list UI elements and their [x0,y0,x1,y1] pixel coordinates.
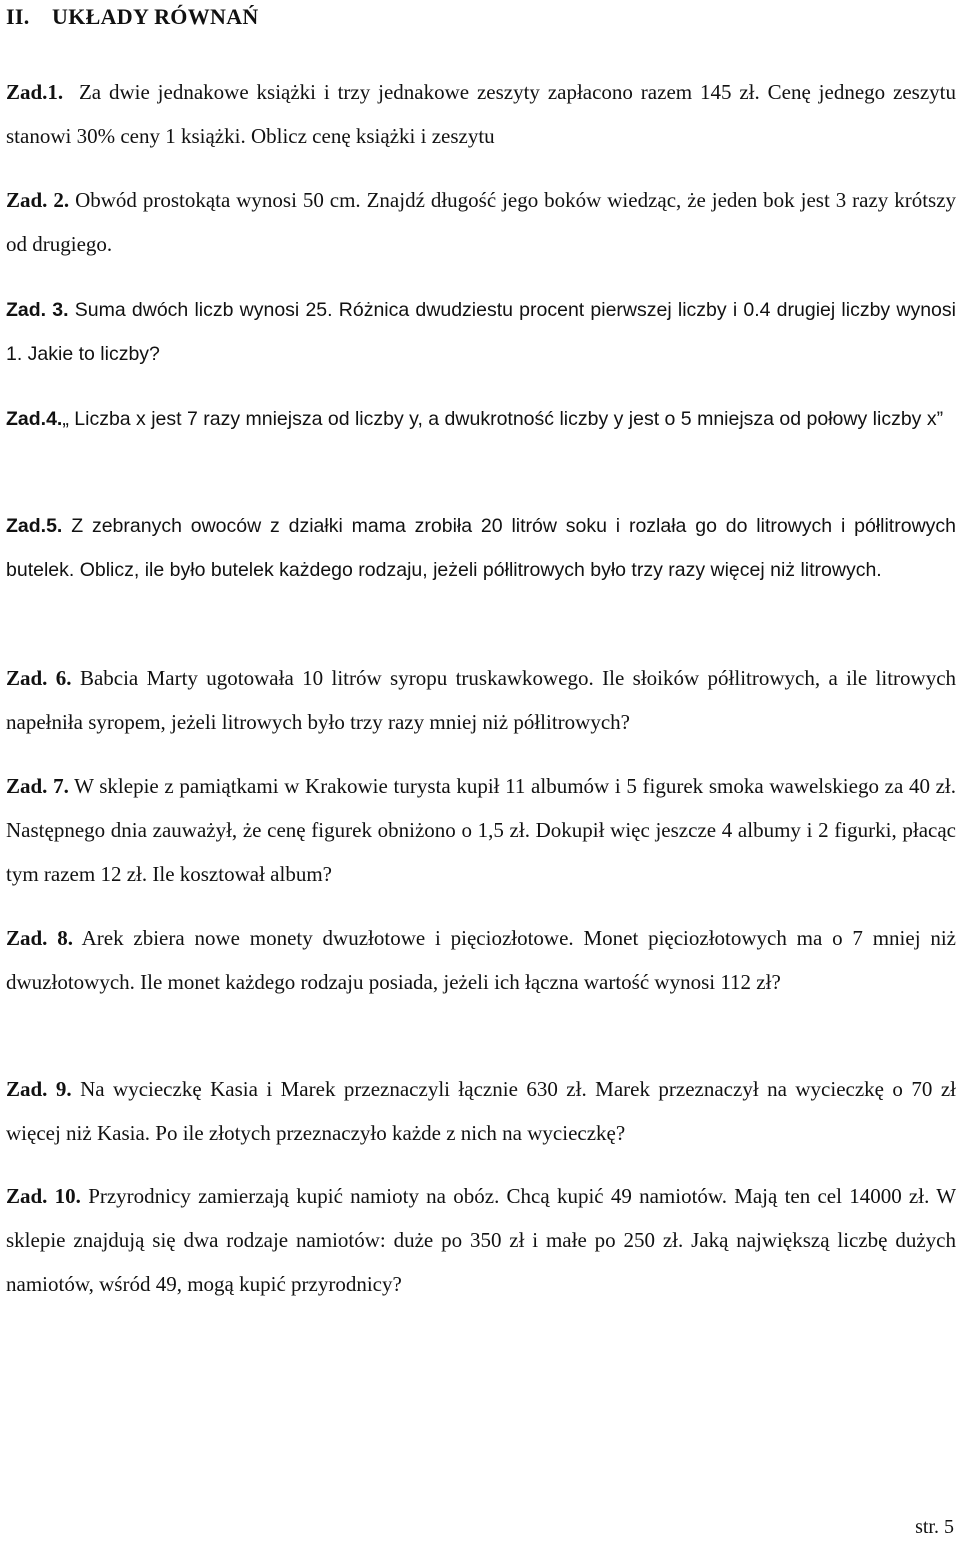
task-label: Zad. 8. [6,926,73,950]
task-3 [6,288,956,376]
task-text: Na wycieczkę Kasia i Marek przeznaczyli łącznie 630 zł. Marek przeznaczył na wycieczkę o 70 zł więcej niż Kasia. Po ile złotych przeznaczyło każde z nich na wycieczkę? [6,1077,956,1145]
task-5 [6,504,956,592]
task-text: Obwód prostokąta wynosi 50 cm. Znajdź długość jego boków wiedząc, że jeden bok jest 3 razy krótszy od drugiego. [6,188,957,256]
task-text: Babcia Marty ugotowała 10 litrów syropu truskawkowego. Ile słoików półlitrowych, a ile litrowych napełniła syropem, jeżeli litrowych było trzy razy mniej niż półlitrowych? [6,666,957,734]
task-label: Zad.4. [6,408,63,430]
section-heading [6,4,259,30]
task-label: Zad. 3. [6,299,69,321]
task-text: W sklepie z pamiątkami w Krakowie turysta kupił 11 albumów i 5 figurek smoka wawelskiego za 40 zł. Następnego dnia zauważył, że cenę figurek obniżono o 1,5 zł. Dokupił więc jeszcze 4 albumy i 2 figurki, płacąc tym razem 12 zł. Ile kosztował album? [6,774,957,886]
task-2 [6,178,956,266]
task-9 [6,1067,956,1155]
task-text: Arek zbiera nowe monety dwuzłotowe i pięciozłotowe. Monet pięciozłotowych ma o 7 mniej niż dwuzłotowych. Ile monet każdego rodzaju posiada, jeżeli ich łączna wartość wynosi 112 zł? [6,926,956,994]
task-7 [6,764,956,896]
task-label: Zad. 6. [6,666,72,690]
task-label: Zad. 2. [6,188,70,212]
task-8 [6,916,956,1004]
task-label: Zad.1. [6,80,64,104]
task-label: Zad. 10. [6,1184,81,1208]
task-label: Zad. 9. [6,1077,72,1101]
page-number: str. 5 [915,1516,954,1538]
task-text: Z zebranych owoców z działki mama zrobiła 20 litrów soku i rozlała go do litrowych i półlitrowych butelek. Oblicz, ile było butelek każdego rodzaju, jeżeli półlitrowych było trzy razy więcej niż litrowych. [6,515,956,581]
task-text: Suma dwóch liczb wynosi 25. Różnica dwudziestu procent pierwszej liczby i 0.4 drugiej liczby wynosi 1. Jakie to liczby? [6,299,956,365]
section-title: UKŁADY RÓWNAŃ [52,4,259,29]
task-label: Zad.5. [6,515,63,537]
task-label: Zad. 7. [6,774,69,798]
task-text: Przyrodnicy zamierzają kupić namioty na obóz. Chcą kupić 49 namiotów. Mają ten cel 14000 zł. W sklepie znajdują się dwa rodzaje namiotów: duże po 350 zł i małe po 250 zł. Jaką największą liczbę dużych namiotów, wśród 49, mogą kupić przyrodnicy? [6,1184,957,1296]
task-6 [6,656,956,744]
section-number: II. [6,4,30,29]
task-4 [6,397,956,441]
task-text: „ Liczba x jest 7 razy mniejsza od liczby y, a dwukrotność liczby y jest o 5 mniejsza od połowy liczby x” [62,408,944,430]
task-1 [6,70,956,158]
task-text: Za dwie jednakowe książki i trzy jednakowe zeszyty zapłacono razem 145 zł. Cenę jednego zeszytu stanowi 30% ceny 1 książki. Oblicz cenę książki i zeszytu [6,80,956,148]
task-10 [6,1174,956,1306]
